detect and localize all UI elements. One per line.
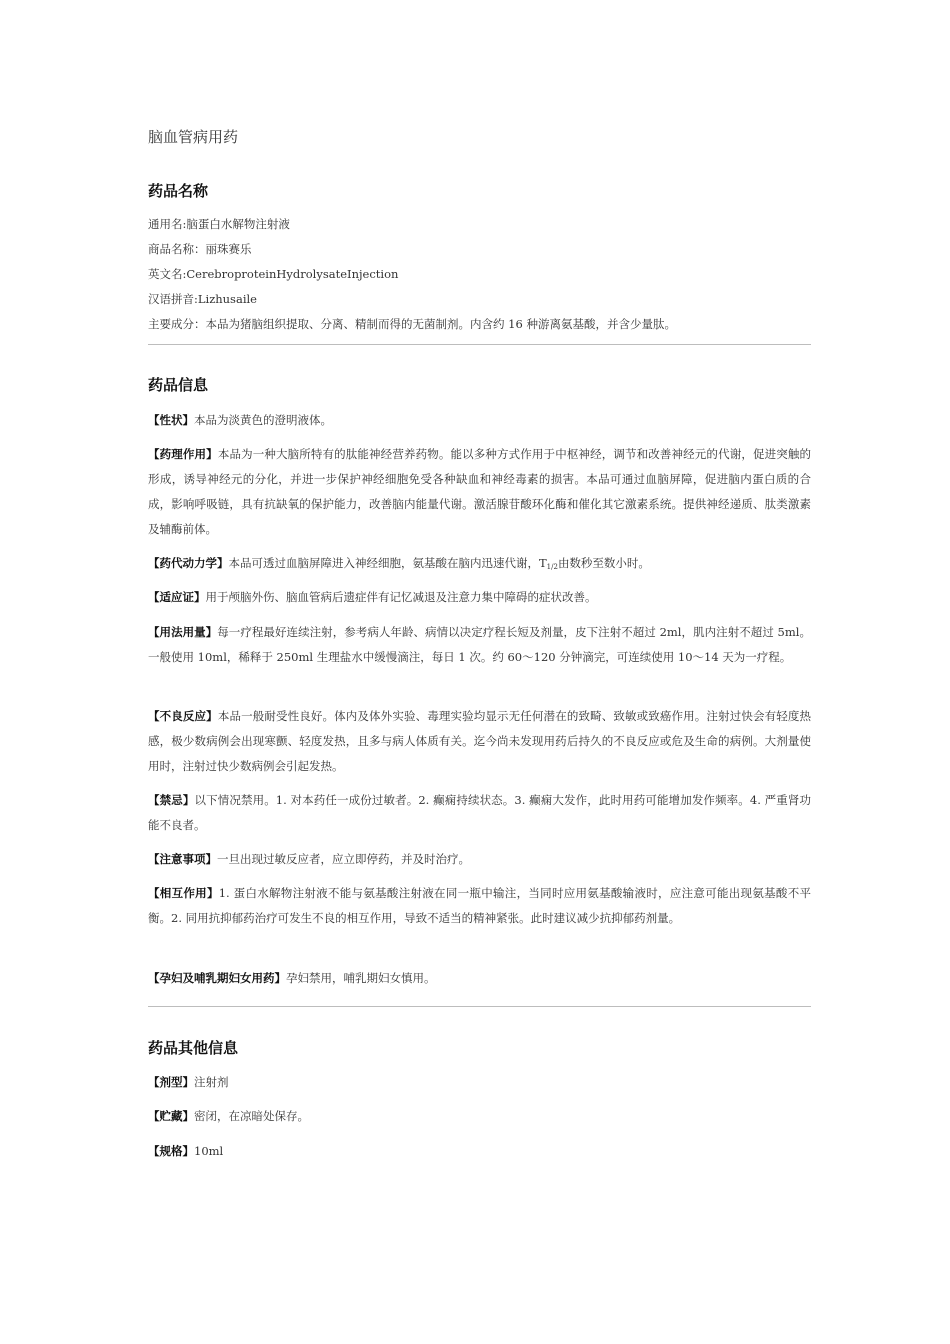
ingredients-row bbox=[148, 312, 811, 337]
other-info-section bbox=[148, 1037, 811, 1059]
other-item-storage bbox=[148, 1104, 811, 1129]
trade-name-label: 商品名称： bbox=[148, 242, 206, 256]
info-label: 【用法用量】 bbox=[148, 625, 218, 639]
pinyin-row bbox=[148, 287, 811, 312]
info-label: 【适应证】 bbox=[148, 590, 206, 604]
info-item-precautions bbox=[148, 847, 811, 872]
info-text: 本品一般耐受性良好。体内及体外实验、毒理实验均显示无任何潜在的致畸、致敏或致癌作用。注射过快会有轻度热感，极少数病例会出现寒颤、轻度发热，且多与病人体质有关。迄今尚未发现用药后持久的不良反应或危及生命的病例。大剂量使用时，注射过快少数病例会引起发热。 bbox=[148, 709, 812, 773]
pinyin-label: 汉语拼音: bbox=[148, 292, 198, 306]
info-label: 【注意事项】 bbox=[148, 852, 217, 866]
drug-name-section bbox=[148, 180, 811, 337]
trade-name-value: 丽珠赛乐 bbox=[205, 242, 252, 256]
info-item-interactions bbox=[148, 881, 811, 931]
info-item-indications bbox=[148, 585, 811, 610]
english-name-value: CerebroproteinHydrolysateInjection bbox=[186, 267, 399, 281]
info-text: 一旦出现过敏反应者，应立即停药，并及时治疗。 bbox=[217, 852, 470, 866]
info-item-pharmacology bbox=[148, 442, 811, 542]
info-text: 注射剂 bbox=[194, 1075, 229, 1089]
info-text-after: 由数秒至数小时。 bbox=[557, 556, 650, 570]
trade-name-row bbox=[148, 237, 811, 262]
info-label: 【贮藏】 bbox=[148, 1109, 194, 1123]
other-item-specification bbox=[148, 1139, 811, 1164]
drug-info-title: 药品信息 bbox=[148, 376, 209, 394]
english-name-row bbox=[148, 262, 811, 287]
info-item-contraindications bbox=[148, 788, 811, 838]
info-label: 【不良反应】 bbox=[148, 709, 218, 723]
drug-info-section bbox=[148, 374, 811, 396]
info-text: 1. 蛋白水解物注射液不能与氨基酸注射液在同一瓶中输注，当同时应用氨基酸输液时，应注意可能出现氨基酸不平衡。2. 同用抗抑郁药治疗可发生不良的相互作用，导致不适当的精神紧张。此时建议减少抗抑郁药剂量。 bbox=[148, 886, 811, 925]
info-item-dosage bbox=[148, 620, 811, 670]
info-label: 【规格】 bbox=[148, 1144, 194, 1158]
other-info-title: 药品其他信息 bbox=[148, 1039, 239, 1057]
info-item-adverse-reactions bbox=[148, 704, 811, 779]
info-label: 【药代动力学】 bbox=[148, 556, 229, 570]
other-item-dosage-form bbox=[148, 1070, 811, 1095]
section-divider bbox=[148, 1006, 811, 1007]
info-label: 【剂型】 bbox=[148, 1075, 194, 1089]
info-item-appearance bbox=[148, 408, 811, 433]
pinyin-value: Lizhusaile bbox=[197, 292, 257, 306]
english-name-label: 英文名: bbox=[148, 267, 187, 281]
info-item-pharmacokinetics bbox=[148, 551, 811, 580]
drug-name-title: 药品名称 bbox=[148, 182, 209, 200]
info-label: 【孕妇及哺乳期妇女用药】 bbox=[148, 971, 286, 985]
info-text: 孕妇禁用，哺乳期妇女慎用。 bbox=[286, 971, 436, 985]
info-text: 用于颅脑外伤、脑血管病后遗症伴有记忆减退及注意力集中障碍的症状改善。 bbox=[205, 590, 597, 604]
info-text: 本品为一种大脑所特有的肽能神经营养药物。能以多种方式作用于中枢神经，调节和改善神经元的代谢，促进突触的形成，诱导神经元的分化，并进一步保护神经细胞免受各种缺血和神经毒素的损害。本品可通过血脑屏障，促进脑内蛋白质的合成，影响呼吸链，具有抗缺氧的保护能力，改善脑内能量代谢。激活腺苷酸环化酶和催化其它激素系统。提供神经递质、肽类激素及辅酶前体。 bbox=[148, 447, 812, 536]
drug-name-list bbox=[148, 212, 811, 337]
info-text: 本品为淡黄色的澄明液体。 bbox=[194, 413, 332, 427]
info-label: 【相互作用】 bbox=[148, 886, 219, 900]
generic-name-row bbox=[148, 212, 811, 237]
half-life-subscript: 1/2 bbox=[546, 563, 558, 571]
generic-name-label: 通用名: bbox=[148, 217, 187, 231]
info-label: 【禁忌】 bbox=[148, 793, 195, 807]
info-text: 密闭，在凉暗处保存。 bbox=[194, 1109, 309, 1123]
drug-category: 脑血管病用药 bbox=[148, 128, 239, 146]
ingredients-label: 主要成分： bbox=[148, 317, 206, 331]
ingredients-value: 本品为猪脑组织提取、分离、精制而得的无菌制剂。内含约 16 种游离氨基酸，并含少量肽。 bbox=[205, 317, 676, 331]
info-item-pregnancy bbox=[148, 966, 811, 991]
info-label: 【药理作用】 bbox=[148, 447, 218, 461]
section-divider bbox=[148, 344, 811, 345]
info-text: 10ml bbox=[194, 1144, 224, 1158]
generic-name-value: 脑蛋白水解物注射液 bbox=[186, 217, 290, 231]
info-text-before: 本品可透过血脑屏障进入神经细胞，氨基酸在脑内迅速代谢，T bbox=[228, 556, 547, 570]
info-text: 以下情况禁用。1. 对本药任一成份过敏者。2. 癫痫持续状态。3. 癫痫大发作，此时用药可能增加发作频率。4. 严重肾功能不良者。 bbox=[148, 793, 812, 832]
info-text: 每一疗程最好连续注射，参考病人年龄、病情以决定疗程长短及剂量，皮下注射不超过 2ml，肌内注射不超过 5ml。一般使用 10ml，稀释于 250ml 生理盐水中缓慢滴注，每日 1 次。约 60～120 分钟滴完，可连续使用 10～14 天为一疗程。 bbox=[148, 625, 812, 664]
info-label: 【性状】 bbox=[148, 413, 194, 427]
